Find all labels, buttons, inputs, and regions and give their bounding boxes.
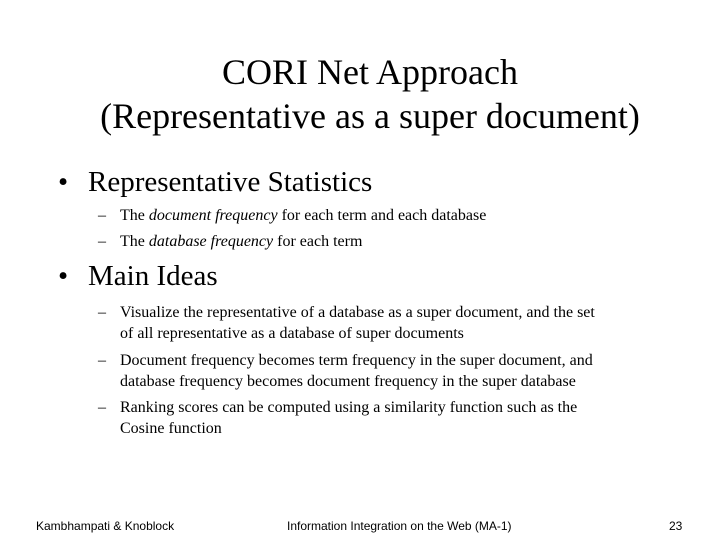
- slide-title-line-1: CORI Net Approach: [222, 52, 518, 92]
- subitem-text-after: for each term: [273, 233, 363, 250]
- bullet-marker: •: [58, 166, 69, 198]
- subitem-text-after: for each term and each database: [277, 207, 487, 224]
- slide-title-line-2: (Representative as a super document): [100, 96, 640, 136]
- footer-authors: Kambhampati & Knoblock: [36, 519, 175, 533]
- bullet-label: Representative Statistics: [88, 166, 373, 198]
- subitem-document-frequency-becomes: [98, 350, 678, 392]
- subitem-text-line-1: Visualize the representative of a database as a super document, and the set: [120, 304, 595, 321]
- subitem-text-line-1: Document frequency becomes term frequency in the super document, and: [120, 352, 593, 369]
- subitem-text-before: The: [120, 207, 149, 224]
- subitem-database-frequency: [98, 231, 678, 252]
- subitem-emphasis: database frequency: [148, 233, 274, 250]
- subitem-ranking-scores: [98, 397, 678, 439]
- dash-marker: –: [98, 304, 106, 321]
- bullet-representative-statistics: [58, 165, 372, 199]
- dash-marker: –: [98, 207, 106, 224]
- bullet-label: Main Ideas: [88, 260, 218, 292]
- footer-page-number: 23: [669, 519, 683, 533]
- subitem-text: [120, 231, 678, 252]
- dash-marker: –: [98, 233, 106, 250]
- subitem-text-line-1: Ranking scores can be computed using a similarity function such as the: [120, 399, 578, 416]
- subitem-visualize-representative: [98, 302, 678, 344]
- dash-marker: –: [98, 352, 106, 369]
- subitem-document-frequency: [98, 205, 678, 226]
- subitem-emphasis: document frequency: [148, 207, 278, 224]
- subitem-text: [120, 205, 678, 226]
- bullet-main-ideas: [58, 259, 218, 293]
- subitem-text-line-2: of all representative as a database of super documents: [120, 325, 464, 342]
- footer-course-title: Information Integration on the Web (MA-1): [287, 519, 512, 533]
- subitem-text-line-2: database frequency becomes document frequency in the super database: [120, 373, 576, 390]
- subitem-text-line-2: Cosine function: [120, 420, 222, 437]
- bullet-marker: •: [58, 260, 69, 292]
- dash-marker: –: [98, 399, 106, 416]
- subitem-text-before: The: [120, 233, 149, 250]
